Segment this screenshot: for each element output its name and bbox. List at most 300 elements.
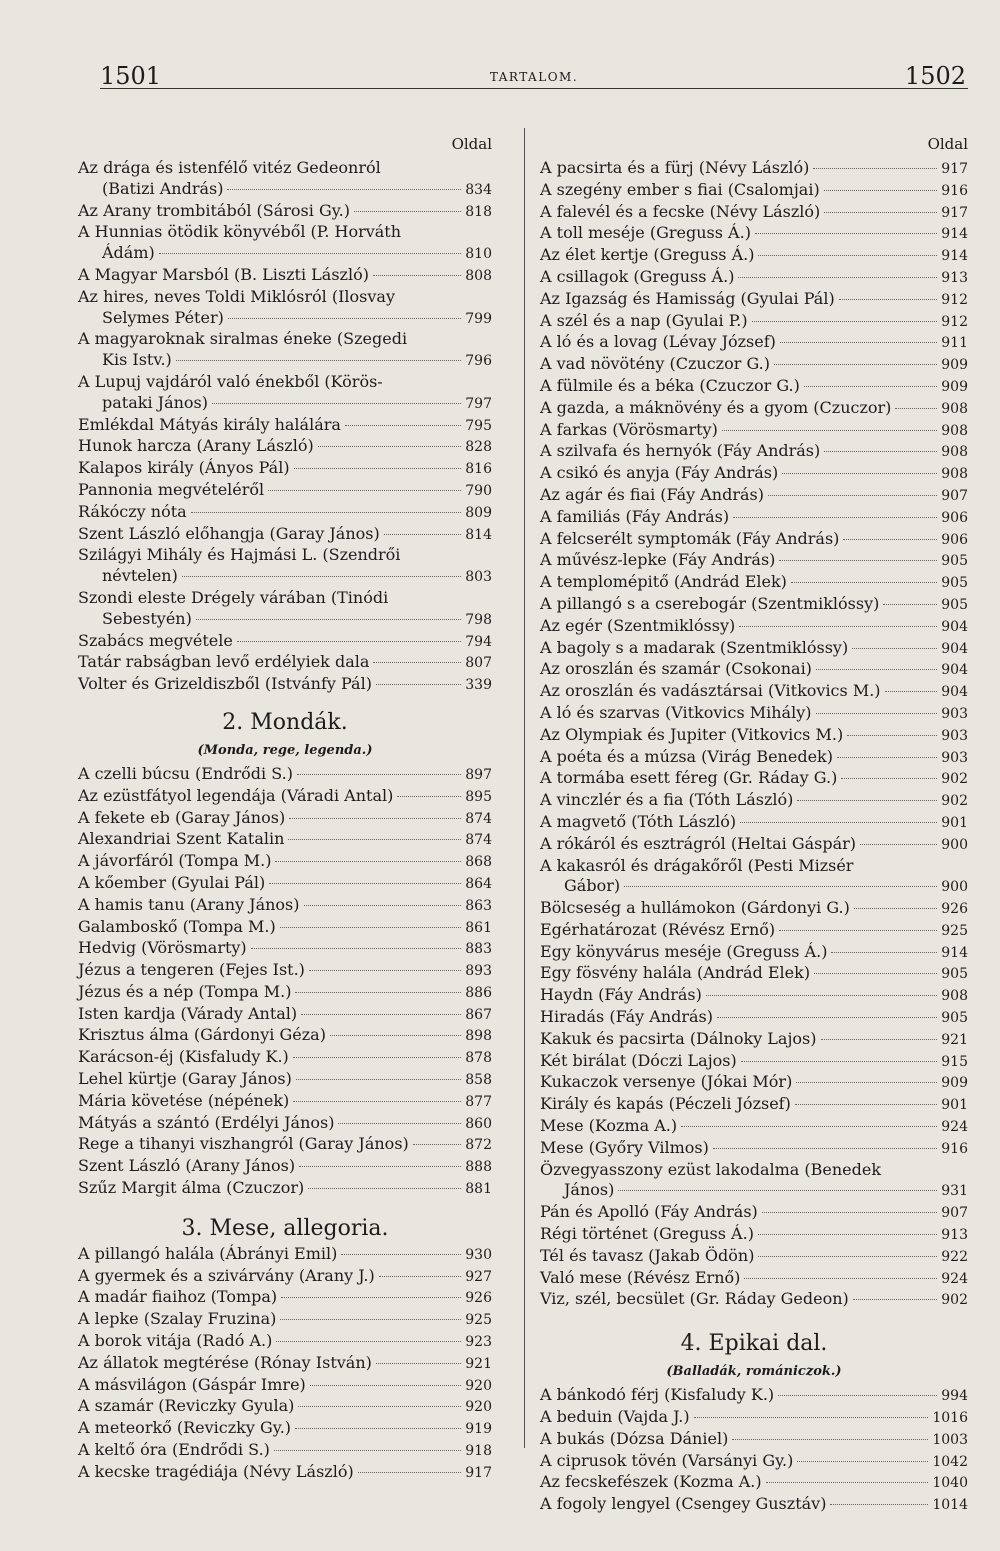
toc-page-number: 909 — [941, 357, 968, 374]
toc-entry-title: A poéta és a múzsa (Virág Benedek) — [540, 746, 833, 766]
toc-entry — [540, 594, 968, 616]
leader-dots — [778, 1395, 937, 1396]
toc-entry-title-cont: névtelen) — [102, 566, 178, 586]
toc-entry-title: A ciprusok tövén (Varsányi Gy.) — [540, 1450, 794, 1470]
leader-dots — [212, 403, 461, 404]
toc-page-number: 902 — [941, 771, 968, 788]
toc-page-number: 807 — [465, 655, 492, 672]
toc-entry — [78, 1396, 492, 1418]
toc-page-number: 903 — [941, 749, 968, 766]
leader-dots — [280, 1319, 461, 1320]
leader-dots — [885, 691, 938, 692]
toc-entry-title: Mátyás a szántó (Erdélyi János) — [78, 1112, 335, 1132]
toc-page-number: 872 — [465, 1137, 492, 1154]
leader-dots — [780, 342, 937, 343]
toc-page-number: 902 — [941, 1292, 968, 1309]
toc-entry-title: Krisztus álma (Gárdonyi Géza) — [78, 1025, 326, 1045]
toc-entry-line — [78, 222, 492, 243]
toc-entry-title: A pillangó s a cserebogár (Szentmiklóssy) — [540, 593, 880, 613]
toc-entry-title: Özvegyasszony ezüst lakodalma (Benedek — [540, 1159, 882, 1179]
toc-page-number: 917 — [465, 1464, 492, 1481]
toc-entry — [540, 223, 968, 245]
toc-page-number: 917 — [941, 204, 968, 221]
toc-page-number: 904 — [941, 684, 968, 701]
toc-entry — [540, 985, 968, 1007]
toc-entry-line — [78, 566, 492, 588]
toc-entry — [78, 1244, 492, 1266]
toc-entry-title: A toll meséje (Greguss Á.) — [540, 223, 751, 243]
leader-dots — [298, 1406, 461, 1407]
toc-entry-title: A familiás (Fáy András) — [540, 506, 730, 526]
leader-dots — [281, 1297, 461, 1298]
toc-entry — [540, 463, 968, 485]
leader-dots — [852, 648, 937, 649]
toc-entry-line — [78, 372, 492, 393]
toc-entry-line — [78, 329, 492, 350]
toc-entry — [540, 202, 968, 224]
toc-entry-title: Az oroszlán és szamár (Csokonai) — [540, 659, 812, 679]
toc-page-number: 795 — [465, 417, 492, 434]
toc-entry — [78, 1134, 492, 1156]
leader-dots — [854, 908, 937, 909]
toc-page-number: 898 — [465, 1028, 492, 1045]
toc-page-number: 883 — [465, 941, 492, 958]
toc-page-number: 906 — [941, 509, 968, 526]
section-subheading: (Balladák, romániczok.) — [666, 1364, 842, 1380]
leader-dots — [354, 211, 461, 212]
toc-page-number: 909 — [941, 378, 968, 395]
leader-dots — [624, 886, 937, 887]
toc-entry-title: Kakuk és pacsirta (Dálnoky Lajos) — [540, 1028, 817, 1048]
toc-entry-title: Egy fösvény halála (Andrád Elek) — [540, 963, 811, 983]
leader-dots — [824, 212, 937, 213]
toc-page-number: 908 — [941, 422, 968, 439]
toc-entry-title: Az Igazság és Hamisság (Gyulai Pál) — [540, 288, 835, 308]
toc-entry-title-cont: Selymes Péter) — [102, 307, 224, 327]
toc-entry-line — [78, 158, 492, 179]
toc-entry-title: A Magyar Marsból (B. Liszti László) — [78, 264, 369, 284]
toc-entry-line — [78, 179, 492, 201]
leader-dots — [821, 1039, 938, 1040]
toc-entry — [78, 1287, 492, 1309]
toc-page-number: 915 — [941, 1053, 968, 1070]
toc-page-number: 924 — [941, 1119, 968, 1136]
toc-entry-title: Az agár és fiai (Fáy András) — [540, 484, 764, 504]
toc-entry — [540, 920, 968, 942]
toc-entry-title: A szél és a nap (Gyulai P.) — [540, 310, 748, 330]
leader-dots — [379, 1276, 462, 1277]
leader-dots — [373, 662, 461, 663]
leader-dots — [813, 168, 937, 169]
toc-entry-title: A Lupuj vajdáról való énekből (Körös- — [78, 371, 383, 391]
toc-entry-title-cont: (Batizi András) — [102, 178, 224, 198]
leader-dots — [293, 1057, 462, 1058]
leader-dots — [176, 360, 461, 361]
leader-dots — [740, 822, 937, 823]
toc-entry-line — [540, 1160, 968, 1181]
toc-entry — [78, 480, 492, 502]
toc-entry — [540, 529, 968, 551]
toc-entry — [78, 764, 492, 786]
toc-entry-title: Volter és Grizeldiszből (Istvánfy Pál) — [78, 674, 372, 694]
toc-page-number: 913 — [941, 1227, 968, 1244]
toc-entry-title: A felcserélt symptomák (Fáy András) — [540, 528, 840, 548]
toc-entry — [540, 550, 968, 572]
toc-entry-title: A kőember (Gyulai Pál) — [78, 872, 266, 892]
toc-entry-title: A vad növötény (Czuczor G.) — [540, 354, 770, 374]
toc-entry — [78, 674, 492, 696]
leader-dots — [376, 1363, 461, 1364]
toc-entry — [540, 812, 968, 834]
leader-dots — [766, 1482, 929, 1483]
toc-entry — [540, 638, 968, 660]
toc-entry-title: A gyermek és a szivárvány (Arany J.) — [78, 1265, 375, 1285]
toc-list-left-b — [78, 764, 492, 1200]
toc-entry-title: Két birálat (Dóczi Lajos) — [540, 1050, 737, 1070]
toc-entry-title: Való mese (Révész Ernő) — [540, 1267, 741, 1287]
running-title: TARTALOM. — [489, 70, 579, 84]
leader-dots — [779, 560, 937, 561]
toc-page-number: 926 — [465, 1290, 492, 1307]
toc-entry-title: Az oroszlán és vadásztársai (Vitkovics M.) — [540, 681, 881, 701]
toc-entry-title: Szabács megvétele — [78, 630, 233, 650]
toc-entry-title: A falevél és a fecske (Névy László) — [540, 201, 821, 221]
toc-entry-title: A bagoly s a madarak (Szentmiklóssy) — [540, 637, 849, 657]
toc-entry-title: A lepke (Szalay Fruzina) — [78, 1309, 277, 1329]
leader-dots — [739, 626, 937, 627]
toc-entry-title: A szilvafa és hernyók (Fáy András) — [540, 441, 821, 461]
leader-dots — [744, 1278, 937, 1279]
toc-entry — [540, 1385, 968, 1407]
toc-entry — [540, 1094, 968, 1116]
toc-entry — [540, 681, 968, 703]
toc-page-number: 925 — [465, 1312, 492, 1329]
toc-entry-title-cont: Ádám) — [102, 243, 155, 263]
toc-entry-title: Szent László (Arany János) — [78, 1156, 296, 1176]
leader-dots — [294, 468, 462, 469]
toc-entry-title: Kalapos király (Ányos Pál) — [78, 458, 290, 478]
toc-entry-line — [78, 243, 492, 265]
toc-page-number: 798 — [465, 611, 492, 628]
toc-entry-title: Tél és tavasz (Jakab Ödön) — [540, 1245, 755, 1265]
leader-dots — [413, 1144, 462, 1145]
toc-entry-title: A ló és szarvas (Vitkovics Mihály) — [540, 702, 812, 722]
toc-entry — [540, 245, 968, 267]
leader-dots — [299, 1166, 461, 1167]
leader-dots — [251, 948, 462, 949]
toc-entry — [78, 960, 492, 982]
toc-page-number: 863 — [465, 897, 492, 914]
leader-dots — [758, 255, 937, 256]
leader-dots — [274, 1450, 461, 1451]
toc-entry — [540, 659, 968, 681]
toc-entry — [78, 1004, 492, 1026]
toc-page-number: 907 — [941, 1205, 968, 1222]
toc-page-number: 904 — [941, 618, 968, 635]
toc-entry-title: Egy könyvárus meséje (Greguss Á.) — [540, 941, 828, 961]
toc-entry — [78, 1353, 492, 1375]
toc-entry-title: A fülmile és a béka (Czuczor G.) — [540, 375, 800, 395]
toc-entry — [540, 898, 968, 920]
toc-page-number: 920 — [465, 1377, 492, 1394]
toc-entry — [540, 1472, 968, 1494]
toc-entry — [540, 1451, 968, 1473]
leader-dots — [762, 1212, 937, 1213]
leader-dots — [713, 1148, 937, 1149]
toc-entry-title: A szegény ember s fiai (Csalomjai) — [540, 179, 820, 199]
leader-dots — [847, 735, 937, 736]
toc-entry-title: Emlékdal Mátyás király halálára — [78, 414, 341, 434]
leader-dots — [301, 1014, 461, 1015]
toc-entry-title: A borok vitája (Radó A.) — [78, 1331, 273, 1351]
toc-entry-title: A tormába esett féreg (Gr. Ráday G.) — [540, 768, 838, 788]
toc-entry-line — [78, 609, 492, 631]
leader-dots — [722, 430, 937, 431]
section-subheading: (Monda, rege, legenda.) — [197, 742, 373, 758]
toc-entry — [540, 1007, 968, 1029]
toc-entry-title-cont: Kis Istv.) — [102, 350, 172, 370]
leader-dots — [295, 992, 461, 993]
toc-page-number: 922 — [941, 1248, 968, 1265]
leader-dots — [839, 299, 938, 300]
toc-entry — [540, 1289, 968, 1311]
toc-entry — [78, 1375, 492, 1397]
toc-entry — [540, 441, 968, 463]
toc-page-number: 904 — [941, 662, 968, 679]
toc-page-number: 860 — [465, 1115, 492, 1132]
leader-dots — [791, 582, 937, 583]
toc-entry — [540, 1029, 968, 1051]
leader-dots — [694, 1417, 929, 1418]
toc-entry-title: A templomépitő (Andrád Elek) — [540, 572, 787, 592]
leader-dots — [804, 386, 937, 387]
leader-dots — [741, 1061, 938, 1062]
toc-entry-title: Az egér (Szentmiklóssy) — [540, 615, 736, 635]
toc-entry — [78, 1113, 492, 1135]
leader-dots — [853, 1299, 938, 1300]
leader-dots — [275, 861, 461, 862]
toc-entry-title: Szűz Margit álma (Czuczor) — [78, 1178, 305, 1198]
toc-entry — [540, 1138, 968, 1160]
toc-page-number: 790 — [465, 482, 492, 499]
toc-page-number: 881 — [465, 1181, 492, 1198]
toc-page-number: 908 — [941, 466, 968, 483]
toc-page-number: 864 — [465, 875, 492, 892]
toc-entry-title: A farkas (Vörösmarty) — [540, 419, 718, 439]
toc-entry — [540, 376, 968, 398]
toc-entry — [540, 332, 968, 354]
toc-entry-title: Mária követése (népének) — [78, 1090, 290, 1110]
toc-page-number: 905 — [941, 966, 968, 983]
toc-entry — [540, 485, 968, 507]
toc-entry-line — [78, 308, 492, 330]
toc-entry-line — [78, 588, 492, 609]
leader-dots — [837, 757, 937, 758]
toc-page-number: 886 — [465, 984, 492, 1001]
toc-page-number: 905 — [941, 553, 968, 570]
toc-entry-title: Az Olympiak és Jupiter (Vitkovics M.) — [540, 724, 844, 744]
toc-entry-title: Régi történet (Greguss Á.) — [540, 1224, 754, 1244]
leader-dots — [191, 512, 462, 513]
toc-page-number: 927 — [465, 1268, 492, 1285]
toc-page-number: 914 — [941, 226, 968, 243]
toc-list-left-a — [78, 158, 492, 696]
toc-entry — [78, 1440, 492, 1462]
toc-entry — [78, 1156, 492, 1178]
leader-dots — [797, 1461, 928, 1462]
leader-dots — [824, 190, 938, 191]
toc-entry-line — [540, 856, 968, 877]
leader-dots — [816, 713, 938, 714]
toc-page-number: 916 — [941, 182, 968, 199]
toc-page-number: 905 — [941, 596, 968, 613]
leader-dots — [796, 1082, 937, 1083]
toc-page-number: 925 — [941, 922, 968, 939]
leader-dots — [618, 1190, 937, 1191]
leader-dots — [295, 1428, 461, 1429]
toc-entry-title: A csikó és anyja (Fáy András) — [540, 463, 779, 483]
leader-dots — [280, 927, 462, 928]
toc-entry — [78, 786, 492, 808]
leader-dots — [345, 425, 461, 426]
leader-dots — [733, 517, 937, 518]
toc-entry-title: Az drága és istenfélő vitéz Gedeonról — [78, 158, 381, 177]
toc-entry — [540, 311, 968, 333]
toc-entry — [78, 524, 492, 546]
toc-entry — [540, 1072, 968, 1094]
toc-page-number: 867 — [465, 1006, 492, 1023]
toc-entry-title: A fekete eb (Garay János) — [78, 807, 286, 827]
toc-entry-title: Karácson-éj (Kisfaludy K.) — [78, 1047, 289, 1067]
toc-page-number: 794 — [465, 633, 492, 650]
page-number-left: 1501 — [100, 62, 162, 90]
toc-page-number: 994 — [941, 1388, 968, 1405]
leader-dots — [358, 1472, 462, 1473]
toc-entry-title: A vinczlér és a fia (Tóth László) — [540, 790, 794, 810]
toc-entry — [540, 398, 968, 420]
toc-list-right-a — [540, 158, 968, 1311]
toc-page-number: 796 — [465, 353, 492, 370]
toc-entry-title: A ló és a lovag (Lévay József) — [540, 332, 776, 352]
leader-dots — [237, 641, 461, 642]
toc-entry — [78, 201, 492, 223]
toc-entry — [540, 942, 968, 964]
toc-entry-title: Alexandriai Szent Katalin — [78, 829, 285, 849]
toc-list-right-b — [540, 1385, 968, 1516]
toc-page-number: 900 — [941, 836, 968, 853]
toc-page-number: 926 — [941, 901, 968, 918]
toc-page-number: 858 — [465, 1072, 492, 1089]
toc-entry — [540, 1494, 968, 1516]
leader-dots — [752, 321, 938, 322]
toc-page-number: 913 — [941, 269, 968, 286]
toc-page-number: 808 — [465, 267, 492, 284]
toc-entry — [78, 265, 492, 287]
leader-dots — [304, 905, 462, 906]
leader-dots — [308, 1188, 461, 1189]
toc-page-number: 834 — [465, 181, 492, 198]
toc-page-number: 919 — [465, 1421, 492, 1438]
toc-entry-title: Az ezüstfátyol legendája (Váradi Antal) — [78, 785, 394, 805]
toc-entry — [78, 502, 492, 524]
toc-page-number: 816 — [465, 461, 492, 478]
toc-entry — [78, 829, 492, 851]
toc-page-number: 809 — [465, 504, 492, 521]
toc-page-number: 907 — [941, 487, 968, 504]
toc-entry — [78, 1047, 492, 1069]
leader-dots — [228, 318, 461, 319]
leader-dots — [182, 576, 461, 577]
toc-entry — [540, 703, 968, 725]
toc-page-number: 914 — [941, 248, 968, 265]
toc-page-number: 921 — [941, 1031, 968, 1048]
left-column — [78, 130, 492, 1484]
toc-entry-title: Hiradás (Fáy András) — [540, 1007, 713, 1027]
toc-entry — [78, 1069, 492, 1091]
leader-dots — [841, 778, 937, 779]
toc-page-number: 1016 — [932, 1410, 968, 1427]
toc-page-number: 828 — [465, 439, 492, 456]
leader-dots — [824, 451, 937, 452]
leader-dots — [289, 818, 461, 819]
leader-dots — [774, 364, 937, 365]
leader-dots — [843, 539, 937, 540]
toc-page-number: 911 — [941, 335, 968, 352]
leader-dots — [276, 1341, 461, 1342]
section-heading: 2. Mondák. — [222, 709, 348, 735]
toc-entry-title: A magyaroknak siralmas éneke (Szegedi — [78, 329, 408, 349]
leader-dots — [269, 883, 461, 884]
toc-entry-title: A pacsirta és a fürj (Névy László) — [540, 158, 810, 177]
toc-page-number: 917 — [941, 161, 968, 177]
toc-page-number: 930 — [465, 1246, 492, 1263]
toc-entry — [540, 747, 968, 769]
leader-dots — [797, 800, 937, 801]
toc-page-number: 810 — [465, 246, 492, 263]
toc-page-number: 901 — [941, 1097, 968, 1114]
leader-dots — [288, 839, 461, 840]
toc-entry-title: A kecske tragédiája (Névy László) — [78, 1461, 354, 1481]
leader-dots — [330, 1035, 461, 1036]
toc-entry-title: A Hunnias ötödik könyvéből (P. Horváth — [78, 222, 402, 242]
toc-entry-line — [78, 393, 492, 415]
toc-entry-title: Hedvig (Vörösmarty) — [78, 938, 247, 958]
toc-page-number: 1040 — [932, 1475, 968, 1492]
toc-page-number: 868 — [465, 854, 492, 871]
toc-entry-title-cont: Gábor) — [564, 876, 621, 896]
toc-page-number: 339 — [465, 677, 492, 694]
toc-page-number: 903 — [941, 727, 968, 744]
toc-entry — [540, 834, 968, 856]
leader-dots — [831, 952, 937, 953]
toc-entry — [78, 1178, 492, 1200]
toc-list-left-c — [78, 1244, 492, 1484]
leader-dots — [758, 1256, 937, 1257]
leader-dots — [860, 844, 937, 845]
toc-entry-title-cont: pataki János) — [102, 392, 208, 412]
leader-dots — [830, 1504, 928, 1505]
toc-page-number: 920 — [465, 1399, 492, 1416]
toc-entry — [540, 1116, 968, 1138]
toc-entry-title: A meteorkő (Reviczky Gy.) — [78, 1418, 292, 1438]
toc-entry-title: Szilágyi Mihály és Hajmási L. (Szendrői — [78, 545, 401, 565]
toc-entry — [78, 1091, 492, 1113]
toc-page-number: 799 — [465, 310, 492, 327]
toc-page-number: 931 — [941, 1183, 968, 1200]
toc-entry — [540, 1268, 968, 1290]
toc-entry-title: A beduin (Vajda J.) — [540, 1407, 690, 1427]
leader-dots — [738, 277, 937, 278]
